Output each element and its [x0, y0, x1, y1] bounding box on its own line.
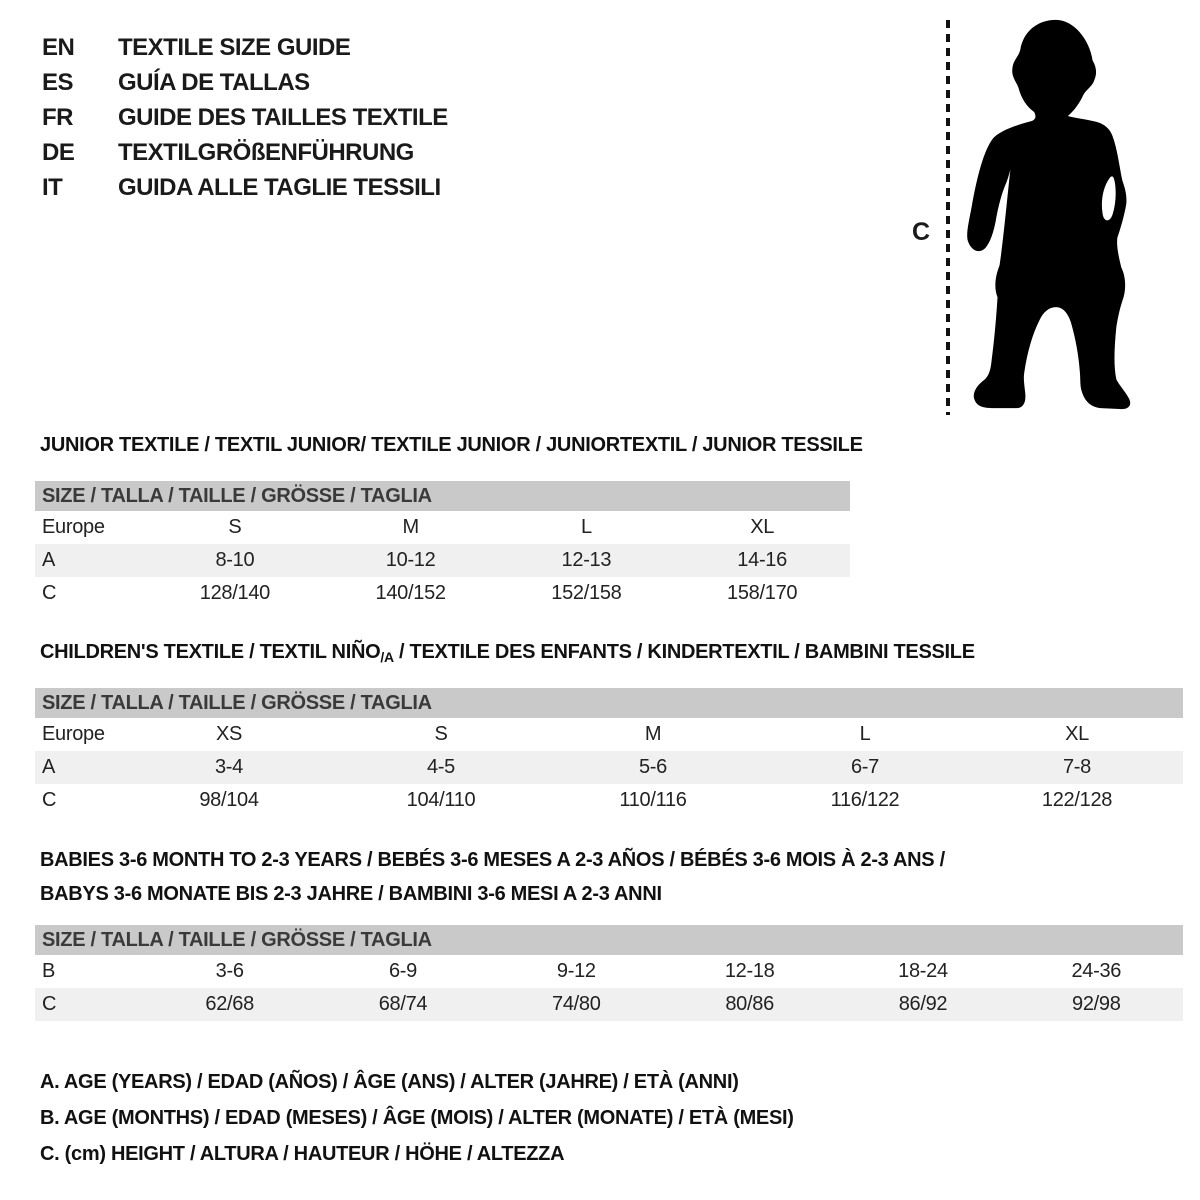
table-cell: 10-12 — [385, 549, 436, 571]
table-row — [35, 751, 1183, 784]
table-row — [35, 511, 850, 544]
table-cell: XL — [750, 516, 775, 538]
height-measure-label: C — [912, 218, 931, 246]
row-label: A — [42, 756, 56, 778]
list-item — [42, 100, 448, 135]
table-cell: 152/158 — [551, 582, 622, 604]
row-label: B — [42, 960, 56, 982]
table-cell: 158/170 — [727, 582, 798, 604]
table-cell: 74/80 — [552, 993, 601, 1015]
lang-code-de: DE — [42, 138, 75, 166]
table-cell: 24-36 — [1071, 960, 1122, 982]
table-cell: 116/122 — [830, 789, 900, 811]
table-cell: 92/98 — [1072, 993, 1121, 1015]
table-cell: S — [228, 516, 242, 538]
lang-code-en: EN — [42, 33, 75, 61]
lang-code-es: ES — [42, 68, 74, 96]
table-cell: S — [434, 723, 448, 745]
row-label: C — [42, 993, 57, 1015]
children-table-rows — [35, 718, 1183, 817]
row-label: Europe — [42, 723, 105, 745]
table-cell: 9-12 — [556, 960, 596, 982]
table-row — [35, 955, 1183, 988]
guide-title-es: GUÍA DE TALLAS — [118, 68, 310, 96]
children-title-sub: /A — [380, 649, 394, 665]
footnote-b: B. AGE (MONTHS) / EDAD (MESES) / ÂGE (MOIS) / ALTER (MONATE) / ETÀ (MESI) — [40, 1107, 794, 1129]
table-cell: 140/152 — [375, 582, 446, 604]
size-header-bar — [35, 481, 850, 511]
footnote-a: A. AGE (YEARS) / EDAD (AÑOS) / ÂGE (ANS) / ALTER (JAHRE) / ETÀ (ANNI) — [40, 1071, 739, 1093]
table-row — [35, 544, 850, 577]
babies-size-table — [35, 925, 1183, 1021]
table-cell: 122/128 — [1041, 789, 1113, 811]
table-cell: 5-6 — [638, 756, 667, 778]
list-item — [42, 135, 448, 170]
table-cell: L — [859, 723, 871, 745]
row-label: C — [42, 582, 57, 604]
row-label: Europe — [42, 516, 105, 538]
table-cell: M — [644, 723, 662, 745]
table-row — [35, 718, 1183, 751]
table-cell: 80/86 — [725, 993, 774, 1015]
babies-section-title-line2: BABYS 3-6 MONATE BIS 2-3 JAHRE / BAMBINI 3-6 MESI A 2-3 ANNI — [40, 883, 662, 905]
table-cell: 6-9 — [388, 960, 417, 982]
babies-table-rows — [35, 955, 1183, 1021]
table-row — [35, 988, 1183, 1021]
table-cell: 62/68 — [205, 993, 254, 1015]
junior-table-rows — [35, 511, 850, 610]
size-header-label: SIZE / TALLA / TAILLE / GRÖSSE / TAGLIA — [42, 691, 432, 714]
lang-code-it: IT — [42, 173, 63, 201]
guide-title-en: TEXTILE SIZE GUIDE — [118, 33, 351, 61]
table-cell: XS — [215, 723, 243, 745]
table-cell: 86/92 — [898, 993, 948, 1015]
table-cell: 7-8 — [1062, 756, 1091, 778]
row-label: A — [42, 549, 56, 571]
table-cell: XL — [1065, 723, 1089, 745]
table-cell: 3-6 — [215, 960, 244, 982]
guide-title-it: GUIDA ALLE TAGLIE TESSILI — [118, 173, 441, 201]
size-header-bar — [35, 688, 1183, 718]
table-cell: 12-18 — [724, 960, 775, 982]
table-cell: 6-7 — [850, 756, 879, 778]
list-item — [42, 170, 448, 205]
toddler-silhouette-icon — [960, 12, 1142, 418]
lang-code-fr: FR — [42, 103, 73, 131]
row-label: C — [42, 789, 57, 811]
table-cell: 14-16 — [737, 549, 787, 571]
list-item — [42, 65, 448, 100]
table-cell: 110/116 — [619, 789, 687, 811]
table-cell: 4-5 — [426, 756, 455, 778]
table-cell: 104/110 — [406, 789, 476, 811]
junior-size-table — [35, 481, 850, 610]
size-header-label: SIZE / TALLA / TAILLE / GRÖSSE / TAGLIA — [42, 928, 432, 951]
footnote-c: C. (cm) HEIGHT / ALTURA / HAUTEUR / HÖHE / ALTEZZA — [40, 1143, 565, 1165]
table-cell: 3-4 — [214, 756, 243, 778]
junior-section-title: JUNIOR TEXTILE / TEXTIL JUNIOR/ TEXTILE JUNIOR / JUNIORTEXTIL / JUNIOR TESSILE — [40, 434, 863, 456]
children-section-title — [40, 641, 975, 665]
size-header-bar — [35, 925, 1183, 955]
table-cell: 98/104 — [199, 789, 259, 811]
babies-section-title-line1: BABIES 3-6 MONTH TO 2-3 YEARS / BEBÉS 3-6 MESES A 2-3 AÑOS / BÉBÉS 3-6 MOIS À 2-3 ANS / — [40, 849, 945, 871]
table-cell: 8-10 — [215, 549, 255, 571]
guide-title-de: TEXTILGRÖßENFÜHRUNG — [118, 138, 414, 166]
children-title-main: CHILDREN'S TEXTILE / TEXTIL NIÑO — [40, 641, 381, 663]
table-cell: 12-13 — [561, 549, 612, 571]
children-title-rest: / TEXTILE DES ENFANTS / KINDERTEXTIL / BAMBINI TESSILE — [393, 641, 975, 663]
guide-title-fr: GUIDE DES TAILLES TEXTILE — [118, 103, 448, 131]
table-row — [35, 577, 850, 610]
table-row — [35, 784, 1183, 817]
table-cell: 128/140 — [199, 582, 270, 604]
table-cell: 18-24 — [898, 960, 948, 982]
table-cell: 68/74 — [378, 993, 428, 1015]
table-cell: M — [402, 516, 419, 538]
size-header-label: SIZE / TALLA / TAILLE / GRÖSSE / TAGLIA — [42, 484, 432, 507]
children-size-table — [35, 688, 1183, 817]
table-cell: L — [580, 516, 592, 538]
footnote-list — [40, 1070, 794, 1178]
height-measure-dashed-line — [946, 20, 950, 415]
list-item — [42, 30, 448, 65]
language-title-list — [42, 30, 448, 205]
